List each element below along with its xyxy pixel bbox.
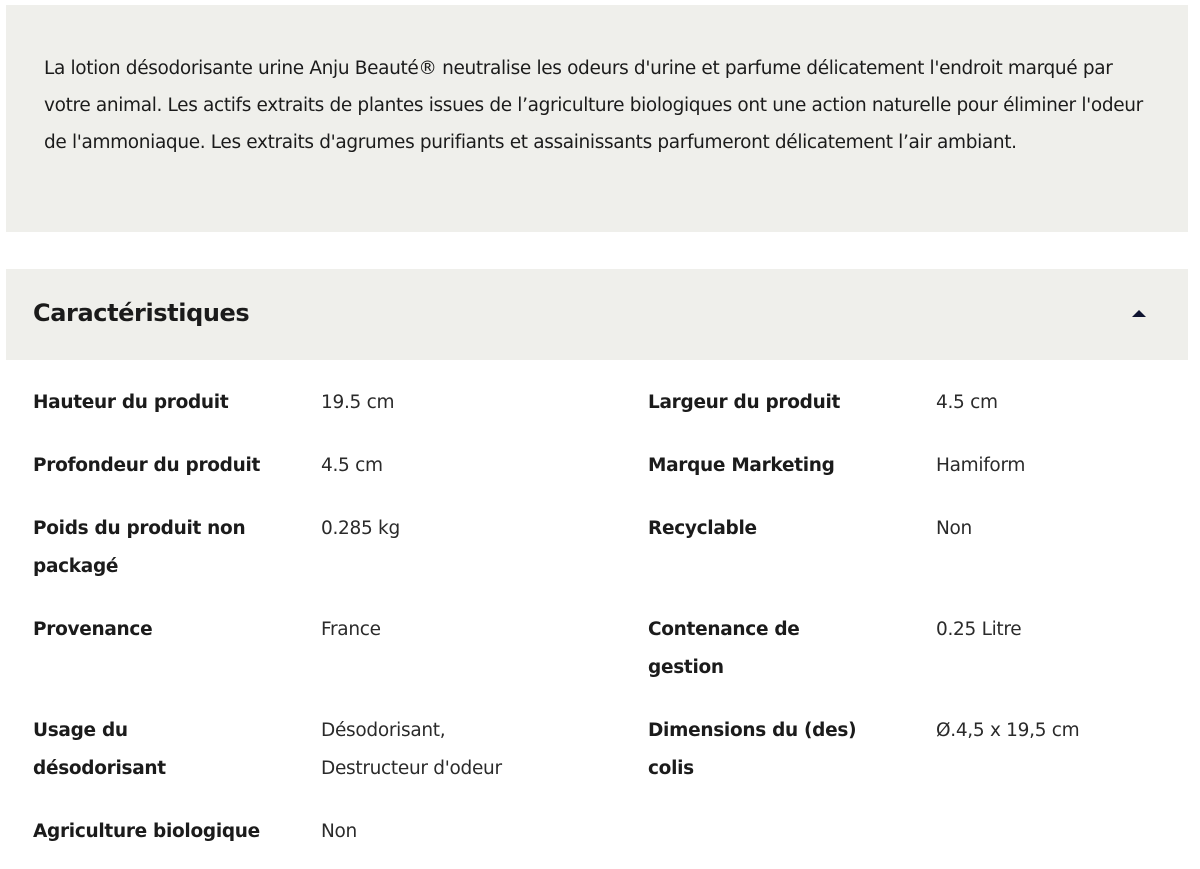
spec-value: 0.285 kg	[321, 518, 400, 539]
caret-up-icon[interactable]	[1132, 310, 1146, 317]
spec-label: Poids du produit non packagé	[33, 518, 246, 577]
spec-label: Agriculture biologique	[33, 821, 260, 842]
spec-value: France	[321, 619, 381, 640]
spec-value: Ø.4,5 x 19,5 cm	[936, 720, 1080, 741]
product-description-text: La lotion désodorisante urine Anju Beauté® neutralise les odeurs d'urine et parfume délicatement l'endroit marqué par votre animal. Les actifs extraits de plantes issues de l’agriculture biologiques ont une action naturelle pour éliminer l'odeur de l'ammoniaque. Les extraits d'agrumes purifiants et assainissants parfumeront délicatement l’air ambiant.	[44, 58, 1143, 153]
spec-value: 4.5 cm	[936, 392, 998, 413]
spec-label: Recyclable	[648, 518, 757, 539]
specifications-title: Caractéristiques	[33, 299, 250, 327]
spec-label: Profondeur du produit	[33, 455, 261, 476]
spec-label: Marque Marketing	[648, 455, 835, 476]
specifications-accordion	[6, 269, 1188, 869]
specifications-header[interactable]	[6, 269, 1188, 360]
spec-value: 19.5 cm	[321, 392, 395, 413]
spec-label: Hauteur du produit	[33, 392, 229, 413]
spec-value: Hamiform	[936, 455, 1026, 476]
spec-value: Désodorisant, Destructeur d'odeur	[321, 720, 502, 779]
spec-label: Usage du désodorisant	[33, 720, 166, 779]
spec-value: 4.5 cm	[321, 455, 383, 476]
spec-label: Dimensions du (des) colis	[648, 720, 857, 779]
spec-label: Largeur du produit	[648, 392, 841, 413]
spec-value: Non	[321, 821, 357, 842]
spec-value: 0.25 Litre	[936, 619, 1022, 640]
product-description-panel	[6, 5, 1188, 232]
spec-label: Contenance de gestion	[648, 619, 800, 678]
spec-label: Provenance	[33, 619, 153, 640]
spec-value: Non	[936, 518, 972, 539]
